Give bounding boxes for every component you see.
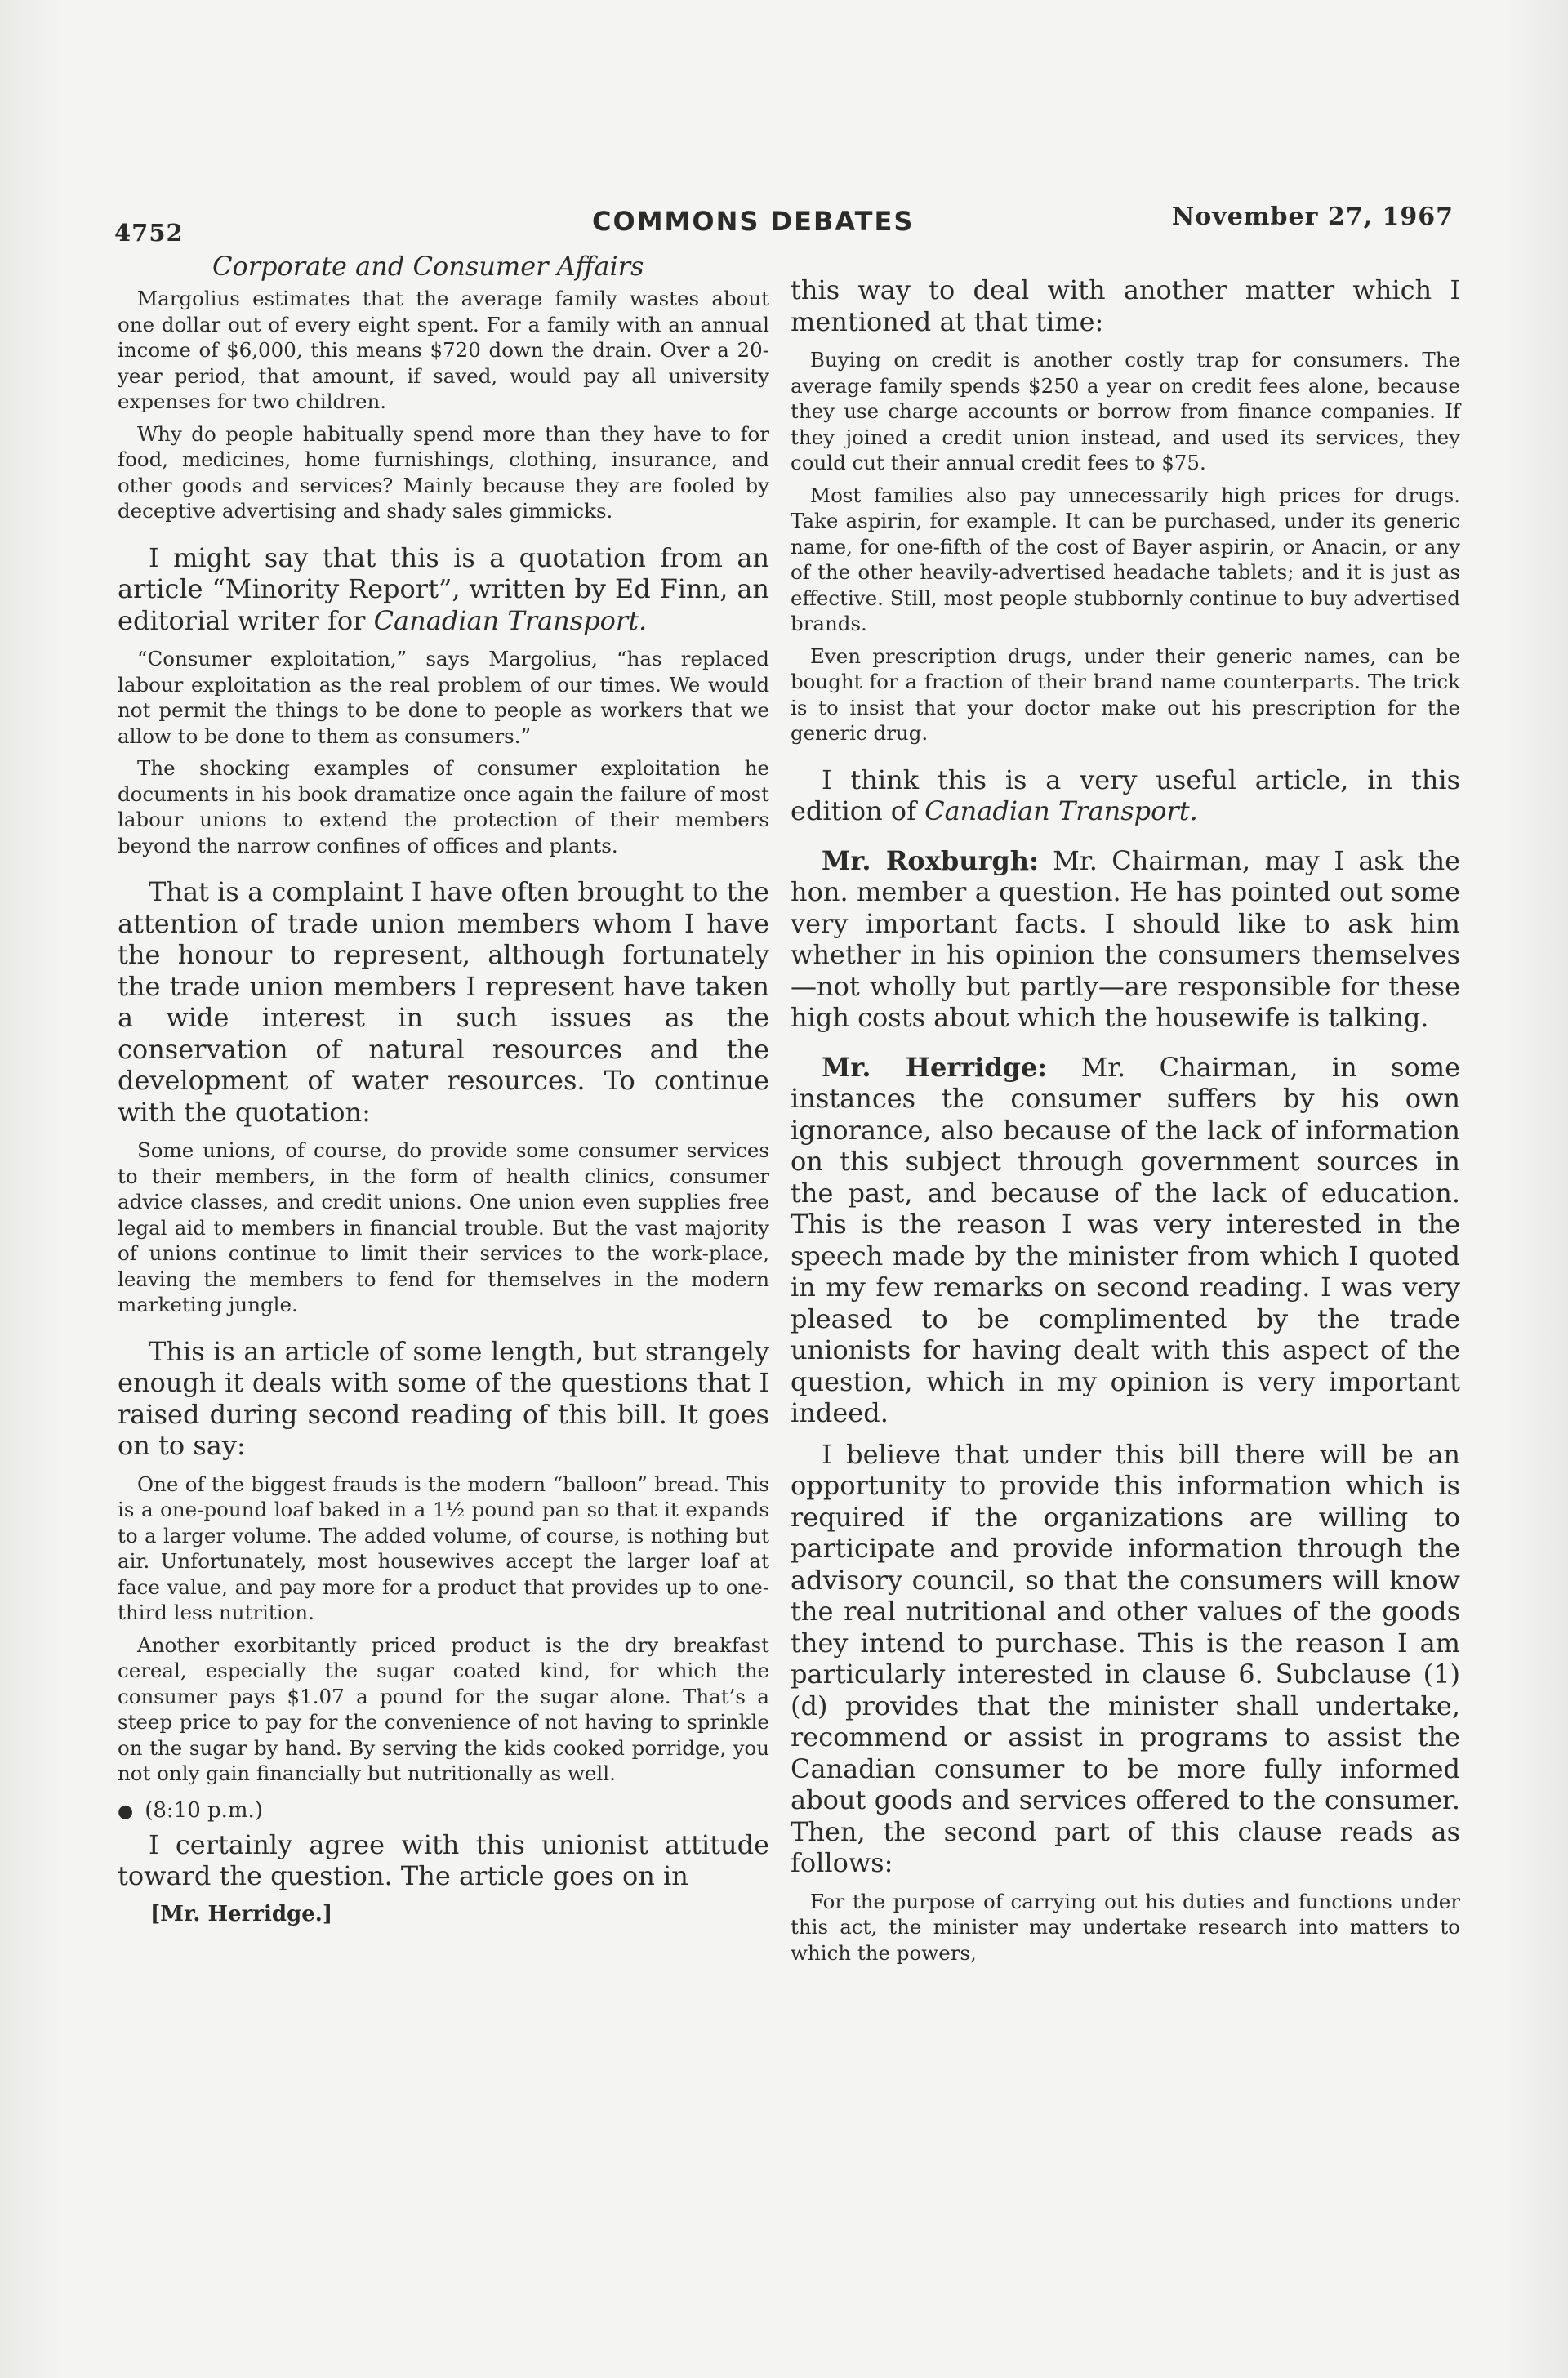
quoted-paragraph: The shocking examples of consumer exploitation he documents in his book dramatize once again the failure of most labour unions to extend the protection of their members beyond the narrow confines of offices and plants.: [118, 756, 769, 857]
publication-name: Canadian Transport.: [373, 604, 648, 636]
speech-paragraph: [791, 1052, 1460, 1429]
quoted-paragraph: One of the biggest frauds is the modern “balloon” bread. This is a one-pound loaf baked in a 1½ pound pan so that it expands to a larger volume. The added volume, of course, is nothing but air. Unfortunately, most housewives accept the larger loaf at face value, and pay more for a product that provides up to one-third less nutrition.: [118, 1472, 769, 1624]
speech-paragraph: That is a complaint I have often brought to the attention of trade union members whom I have the honour to represent, although fortunately the trade union members I represent have taken a wide interest in such issues as the conservation of natural resources and the development of water resources. To continue with the quotation:: [118, 876, 769, 1128]
speaker-name: Mr. Herridge:: [822, 1051, 1048, 1083]
speaker-attribution: [Mr. Herridge.]: [150, 1901, 333, 1926]
speech-paragraph: I certainly agree with this unionist attitude toward the question. The article goes on in: [118, 1828, 769, 1891]
publication-name: Canadian Transport.: [924, 795, 1198, 826]
quoted-paragraph: For the purpose of carrying out his duties and functions under this act, the minister may undertake research into matters to which the powers,: [791, 1889, 1460, 1965]
header-date: November 27, 1967: [1171, 203, 1454, 231]
speech-text: Mr. Chairman, may I ask the hon. member a question. He has pointed out some very important facts. I should like to ask him whether in his opinion the consumers themselves—not wholly but partly—are responsible for these high costs about which the housewife is talking.: [791, 844, 1460, 1033]
speech-text: I think this is a very useful article, in this edition of: [791, 764, 1460, 826]
speech-paragraph: I believe that under this bill there will be an opportunity to provide this information which is required if the organizations are willing to participate and provide information through the advisory council, so that the consumers will know the real nutritional and other values of the goods they intend to purchase. This is the reason I am particularly interested in clause 6. Subclause (1)(d) provides that the minister shall undertake, recommend or assist in programs to assist the Canadian consumer to be more fully informed about goods and services offered to the consumer. Then, the second part of this clause reads as follows:: [791, 1438, 1460, 1878]
right-column: [791, 274, 1460, 1972]
section-heading: Corporate and Consumer Affairs: [212, 251, 644, 282]
quoted-paragraph: Another exorbitantly priced product is the dry breakfast cereal, especially the sugar coated kind, for which the consumer pays $1.07 a pound for the sugar alone. That’s a steep price to pay for the convenience of not having to sprinkle on the sugar by hand. By serving the kids cooked porridge, you not only gain financially but nutritionally as well.: [118, 1632, 769, 1785]
speech-text: I might say that this is a quotation from an article “Minority Report”, written by Ed Finn, an editorial writer for: [118, 541, 769, 636]
left-column: [118, 250, 769, 1926]
quoted-paragraph: Some unions, of course, do provide some consumer services to their members, in the form of health clinics, consumer advice classes, and credit unions. One union even supplies free legal aid to members in financial trouble. But the vast majority of unions continue to limit their services to the work-place, leaving the members to fend for themselves in the modern marketing jungle.: [118, 1138, 769, 1316]
quoted-paragraph: Most families also pay unnecessarily high prices for drugs. Take aspirin, for example. It can be purchased, under its generic name, for one-fifth of the cost of Bayer aspirin, or Anacin, or any of the other heavily-advertised headache tablets; and it is just as effective. Still, most people stubbornly continue to buy advertised brands.: [791, 483, 1460, 635]
bullet-icon: ●: [118, 1801, 134, 1822]
speech-paragraph: [791, 845, 1460, 1034]
speech-paragraph: [118, 542, 769, 637]
page-number: 4752: [114, 219, 184, 247]
running-head: COMMONS DEBATES: [592, 206, 915, 237]
quoted-paragraph: Buying on credit is another costly trap for consumers. The average family spends $250 a year on credit fees alone, because they use charge accounts or borrow from finance companies. If they joined a credit union instead, and used its services, they could cut their annual credit fees to $75.: [791, 348, 1460, 474]
speech-paragraph: [791, 764, 1460, 827]
quoted-paragraph: Why do people habitually spend more than they have to for food, medicines, home furnishings, clothing, insurance, and other goods and services? Mainly because they are fooled by deceptive advertising and shady sales gimmicks.: [118, 421, 769, 523]
quoted-paragraph: Even prescription drugs, under their generic names, can be bought for a fraction of their brand name counterparts. The trick is to insist that your doctor make out his prescription for the generic drug.: [791, 643, 1460, 745]
page-header: [114, 203, 1454, 248]
speech-paragraph: this way to deal with another matter which I mentioned at that time:: [791, 274, 1460, 337]
speech-paragraph: This is an article of some length, but strangely enough it deals with some of the questions that I raised during second reading of this bill. It goes on to say:: [118, 1335, 769, 1461]
quoted-paragraph: “Consumer exploitation,” says Margolius, “has replaced labour exploitation as the real problem of our times. We would not permit the things to be done to people as workers that we allow to be done to them as consumers.”: [118, 647, 769, 748]
quoted-paragraph: Margolius estimates that the average family wastes about one dollar out of every eight spent. For a family with an annual income of $6,000, this means $720 down the drain. Over a 20-year period, that amount, if saved, would pay all university expenses for two children.: [118, 287, 769, 413]
speech-text: Mr. Chairman, in some instances the consumer suffers by his own ignorance, also because of the lack of information on this subject through government sources in the past, and because of the lack of education. This is the reason I was very interested in the speech made by the minister from which I quoted in my few remarks on second reading. I was very pleased to be complimented by the trade unionists for having dealt with this aspect of the question, which in my opinion is very important indeed.: [791, 1051, 1460, 1428]
time-stamp-text: (8:10 p.m.): [145, 1797, 263, 1823]
speaker-name: Mr. Roxburgh:: [822, 844, 1039, 876]
time-stamp: [118, 1798, 769, 1823]
